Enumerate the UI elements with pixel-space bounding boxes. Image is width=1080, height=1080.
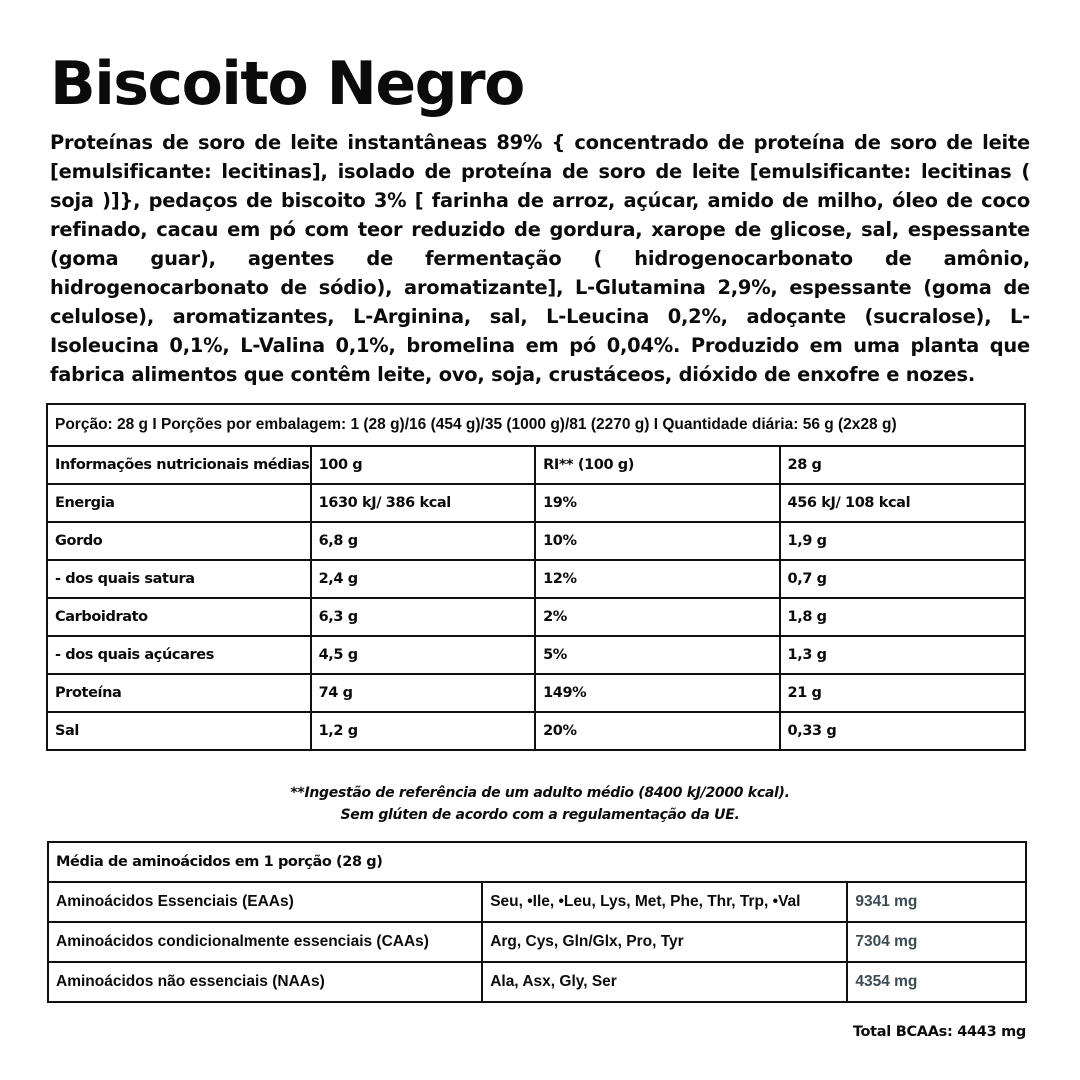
amino-header-row <box>48 842 1026 882</box>
table-row <box>47 484 1025 522</box>
reference-intake-note: **Ingestão de referência de um adulto médio (8400 kJ/2000 kcal). <box>290 785 790 801</box>
table-row <box>48 882 1026 922</box>
header-cell: 28 g <box>780 446 1025 484</box>
amino-category: Aminoácidos não essenciais (NAAs) <box>48 962 482 1002</box>
table-row <box>48 922 1026 962</box>
value-28g: 1,8 g <box>780 598 1025 636</box>
product-title: Biscoito Negro <box>50 49 524 119</box>
amino-list: Arg, Cys, Gln/Glx, Pro, Tyr <box>482 922 847 962</box>
nutrition-table <box>46 403 1026 751</box>
value-ri: 2% <box>535 598 779 636</box>
value-100g: 6,3 g <box>311 598 536 636</box>
nutrient-name: Sal <box>47 712 311 750</box>
value-ri: 20% <box>535 712 779 750</box>
serving-info-row <box>47 404 1025 446</box>
value-100g: 6,8 g <box>311 522 536 560</box>
value-100g: 74 g <box>311 674 536 712</box>
amino-category: Aminoácidos condicionalmente essenciais (CAAs) <box>48 922 482 962</box>
value-100g: 2,4 g <box>311 560 536 598</box>
value-28g: 1,3 g <box>780 636 1025 674</box>
value-28g: 0,7 g <box>780 560 1025 598</box>
nutrient-name: Energia <box>47 484 311 522</box>
total-bcaas: Total BCAAs: 4443 mg <box>852 1024 1026 1040</box>
value-28g: 0,33 g <box>780 712 1025 750</box>
value-ri: 19% <box>535 484 779 522</box>
gluten-free-note: Sem glúten de acordo com a regulamentação da UE. <box>340 807 740 823</box>
value-100g: 1,2 g <box>311 712 536 750</box>
nutrient-name: Carboidrato <box>47 598 311 636</box>
header-cell: RI** (100 g) <box>535 446 779 484</box>
table-row <box>47 712 1025 750</box>
amino-list: Seu, •Ile, •Leu, Lys, Met, Phe, Thr, Trp, •Val <box>482 882 847 922</box>
table-row <box>47 598 1025 636</box>
table-row <box>47 636 1025 674</box>
nutrient-name: - dos quais açúcares <box>47 636 311 674</box>
value-28g: 21 g <box>780 674 1025 712</box>
amino-category: Aminoácidos Essenciais (EAAs) <box>48 882 482 922</box>
header-cell: 100 g <box>311 446 536 484</box>
header-cell: Informações nutricionais médias <box>47 446 311 484</box>
value-ri: 10% <box>535 522 779 560</box>
amino-amount: 9341 mg <box>847 882 1026 922</box>
value-28g: 1,9 g <box>780 522 1025 560</box>
serving-info: Porção: 28 g I Porções por embalagem: 1 (28 g)/16 (454 g)/35 (1000 g)/81 (2270 g) I Quantidade diária: 56 g (2x28 g) <box>47 404 1025 446</box>
nutrient-name: Gordo <box>47 522 311 560</box>
amino-amount: 4354 mg <box>847 962 1026 1002</box>
nutrition-header-row <box>47 446 1025 484</box>
footnotes <box>0 782 1080 826</box>
value-28g: 456 kJ/ 108 kcal <box>780 484 1025 522</box>
value-ri: 149% <box>535 674 779 712</box>
ingredients-text: Proteínas de soro de leite instantâneas 89% { concentrado de proteína de soro de leite [emulsificante: lecitinas], isolado de proteína de soro de leite [emulsificante: lecitinas ( soja )]}, pedaços de biscoito 3% [ farinha de arroz, açúcar, amido de milho, óleo de coco refinado, cacau em pó com teor reduzido de gordura, xarope de glicose, sal, espessante (goma guar), agentes de fermentação ( hidrogenocarbonato de amônio, hidrogenocarbonato de sódio), aromatizante], L-Glutamina 2,9%, espessante (goma de celulose), aromatizantes, L-Arginina, sal, L-Leucina 0,2%, adoçante (sucralose), L-Isoleucina 0,1%, L-Valina 0,1%, bromelina em pó 0,04%. Produzido em uma planta que fabrica alimentos que contêm leite, ovo, soja, crustáceos, dióxido de enxofre e nozes. <box>50 131 1030 386</box>
nutrient-name: Proteína <box>47 674 311 712</box>
table-row <box>47 674 1025 712</box>
value-ri: 12% <box>535 560 779 598</box>
amino-list: Ala, Asx, Gly, Ser <box>482 962 847 1002</box>
value-100g: 4,5 g <box>311 636 536 674</box>
table-row <box>47 560 1025 598</box>
table-row <box>47 522 1025 560</box>
table-row <box>48 962 1026 1002</box>
value-100g: 1630 kJ/ 386 kcal <box>311 484 536 522</box>
amino-acid-table <box>47 841 1027 1003</box>
amino-header: Média de aminoácidos em 1 porção (28 g) <box>48 842 1026 882</box>
value-ri: 5% <box>535 636 779 674</box>
nutrient-name: - dos quais satura <box>47 560 311 598</box>
amino-amount: 7304 mg <box>847 922 1026 962</box>
